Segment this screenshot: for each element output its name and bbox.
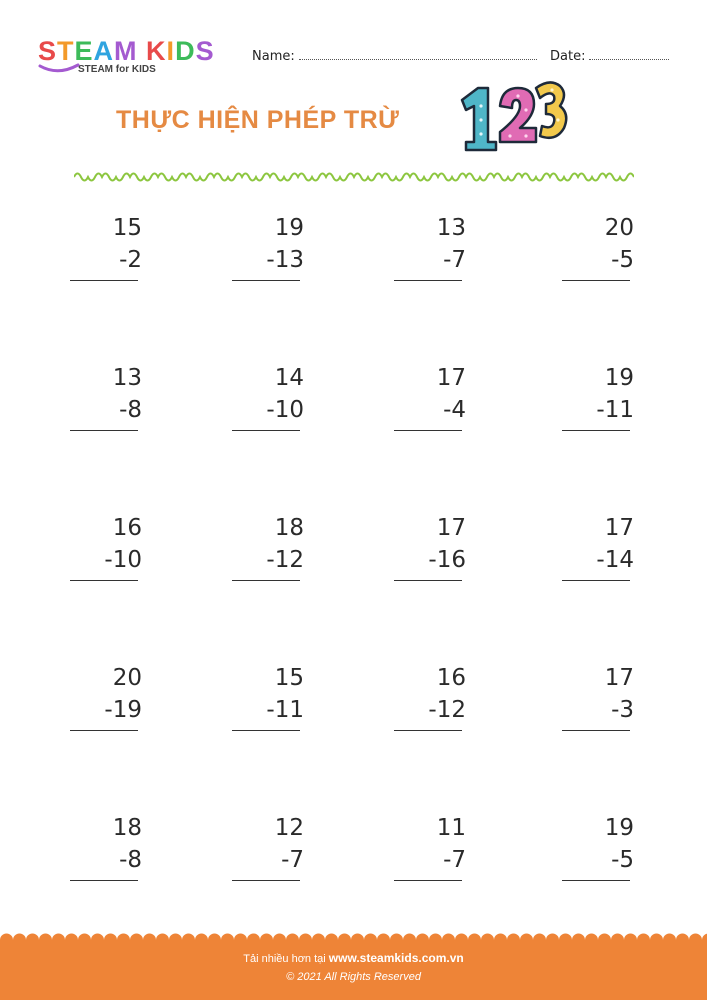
minuend: 17 [436,365,466,391]
minuend: 18 [274,515,304,541]
logo-letter: M [114,36,138,66]
answer-line[interactable] [562,580,630,581]
subtrahend: -11 [266,697,304,723]
minuend: 19 [274,215,304,241]
logo-letter [138,36,147,66]
subtrahend: -8 [119,397,142,423]
footer-band [0,940,707,1000]
subtraction-problem [232,814,312,894]
subtrahend: -5 [611,847,634,873]
name-label: Name: [252,49,295,64]
subtrahend: -19 [104,697,142,723]
answer-line[interactable] [70,730,138,731]
answer-line[interactable] [562,880,630,881]
name-input-line[interactable] [299,47,537,60]
minuend: 13 [436,215,466,241]
subtraction-problem [562,364,642,444]
subtrahend: -8 [119,847,142,873]
minuend: 19 [604,365,634,391]
page-title: THỰC HIỆN PHÉP TRỪ [116,106,400,134]
subtraction-problem [394,814,474,894]
subtraction-problem [562,214,642,294]
logo-letter: S [195,36,215,66]
subtrahend: -4 [443,397,466,423]
footer-site-link[interactable]: www.steamkids.com.vn [328,951,464,965]
subtrahend: -11 [596,397,634,423]
subtraction-problem [232,214,312,294]
logo-letter: D [175,36,196,66]
minuend: 16 [436,665,466,691]
answer-line[interactable] [394,280,462,281]
logo-letter: A [93,36,115,66]
subtrahend: -3 [611,697,634,723]
logo-letter: I [166,36,176,66]
minuend: 17 [604,665,634,691]
minuend: 16 [112,515,142,541]
answer-line[interactable] [232,280,300,281]
subtrahend: -12 [428,697,466,723]
subtraction-problem [562,664,642,744]
subtraction-problem [70,364,150,444]
logo-swoosh-icon [38,62,82,74]
answer-line[interactable] [394,730,462,731]
minuend: 19 [604,815,634,841]
answer-line[interactable] [232,580,300,581]
footer-copyright: © 2021 All Rights Reserved [286,971,421,983]
minuend: 13 [112,365,142,391]
subtraction-problem [394,364,474,444]
numbers-123-icon [452,76,572,156]
logo-tagline: STEAM for KIDS [78,64,156,75]
subtrahend: -5 [611,247,634,273]
subtraction-problem [70,814,150,894]
subtraction-problem [70,214,150,294]
steam-kids-logo [38,36,238,80]
answer-line[interactable] [70,580,138,581]
subtrahend: -12 [266,547,304,573]
subtraction-problem [232,364,312,444]
answer-line[interactable] [70,880,138,881]
subtrahend: -7 [443,247,466,273]
subtrahend: -14 [596,547,634,573]
subtraction-problem [394,514,474,594]
subtrahend: -10 [104,547,142,573]
minuend: 15 [112,215,142,241]
answer-line[interactable] [562,280,630,281]
logo-letter: K [146,36,167,66]
subtrahend: -13 [266,247,304,273]
subtraction-problem [394,214,474,294]
subtrahend: -7 [281,847,304,873]
subtraction-problem [394,664,474,744]
answer-line[interactable] [394,880,462,881]
minuend: 14 [274,365,304,391]
answer-line[interactable] [394,430,462,431]
minuend: 20 [112,665,142,691]
date-label: Date: [550,49,586,64]
minuend: 18 [112,815,142,841]
subtrahend: -7 [443,847,466,873]
minuend: 11 [436,815,466,841]
logo-letter: T [57,36,75,66]
wavy-divider [74,168,634,186]
minuend: 12 [274,815,304,841]
minuend: 15 [274,665,304,691]
answer-line[interactable] [394,580,462,581]
footer-download-line [0,951,707,965]
minuend: 20 [604,215,634,241]
logo-letter: E [74,36,94,66]
answer-line[interactable] [232,430,300,431]
footer-prefix: Tải nhiều hơn tại [243,953,329,965]
subtraction-problem [562,514,642,594]
minuend: 17 [604,515,634,541]
subtraction-problem [70,514,150,594]
minuend: 17 [436,515,466,541]
date-field[interactable] [550,47,669,64]
answer-line[interactable] [562,430,630,431]
subtrahend: -10 [266,397,304,423]
logo-letter: S [38,36,58,66]
answer-line[interactable] [232,880,300,881]
date-input-line[interactable] [589,47,669,60]
subtraction-problem [232,664,312,744]
name-field[interactable] [252,47,537,64]
subtraction-problem [70,664,150,744]
answer-line[interactable] [70,280,138,281]
answer-line[interactable] [232,730,300,731]
subtrahend: -16 [428,547,466,573]
subtrahend: -2 [119,247,142,273]
answer-line[interactable] [562,730,630,731]
answer-line[interactable] [70,430,138,431]
subtraction-problem [562,814,642,894]
subtraction-problem [232,514,312,594]
